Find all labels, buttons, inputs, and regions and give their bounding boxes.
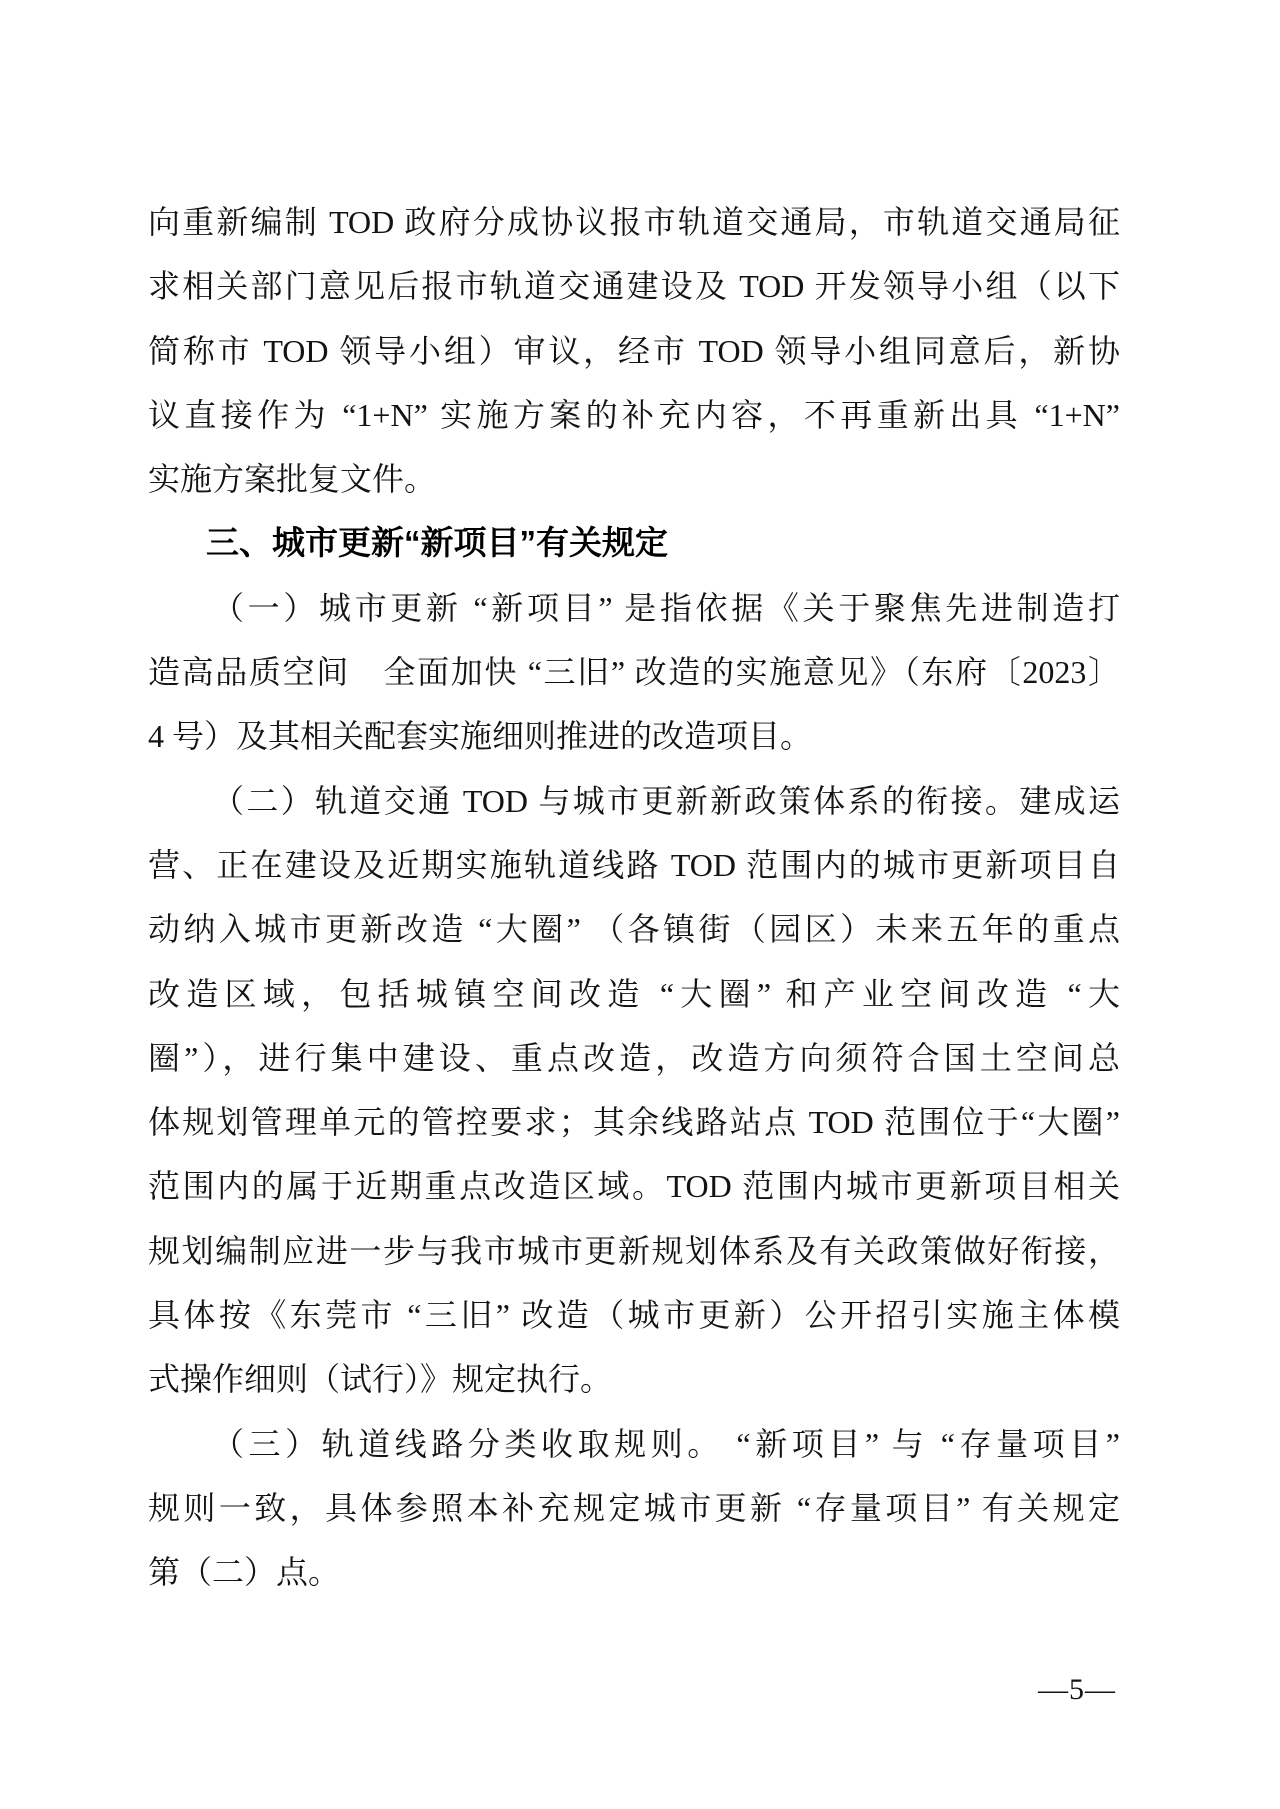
paragraph3-line4: 改造区域，包括城镇空间改造 “大圈” 和产业空间改造 “大 bbox=[148, 975, 1120, 1012]
paragraph3-line7: 范围内的属于近期重点改造区域。TOD 范围内城市更新项目相关 bbox=[148, 1168, 1120, 1205]
paragraph3-line5: 圈”），进行集中建设、重点改造，改造方向须符合国土空间总 bbox=[148, 1039, 1120, 1076]
paragraph1-line4: 议直接作为 “1+N” 实施方案的补充内容，不再重新出具 “1+N” bbox=[148, 396, 1120, 433]
paragraph2-line3: 4 号）及其相关配套实施细则推进的改造项目。 bbox=[148, 718, 813, 755]
paragraph1-line1: 向重新编制 TOD 政府分成协议报市轨道交通局，市轨道交通局征 bbox=[148, 204, 1120, 240]
paragraph3-line10: 式操作细则（试行）》规定执行。 bbox=[148, 1361, 613, 1398]
paragraph4-line3: 第（二）点。 bbox=[148, 1554, 341, 1591]
paragraph4-line2: 规则一致，具体参照本补充规定城市更新 “存量项目” 有关规定 bbox=[148, 1489, 1120, 1526]
page-number: —5— bbox=[1038, 1673, 1116, 1706]
paragraph1-line5: 实施方案批复文件。 bbox=[148, 461, 437, 498]
paragraph3-line9: 具体按《东莞市 “三旧” 改造（城市更新）公开招引实施主体模 bbox=[148, 1297, 1120, 1334]
section-heading: 三、城市更新“新项目”有关规定 bbox=[206, 524, 668, 562]
paragraph3-line3: 动纳入城市更新改造 “大圈” （各镇街（园区）未来五年的重点 bbox=[148, 911, 1120, 948]
paragraph3-line6: 体规划管理单元的管控要求；其余线路站点 TOD 范围位于“大圈” bbox=[148, 1104, 1120, 1141]
paragraph3-line8: 规划编制应进一步与我市城市更新规划体系及有关政策做好衔接， bbox=[148, 1232, 1120, 1269]
document-body bbox=[148, 190, 1120, 1605]
paragraph3-line1: （二）轨道交通 TOD 与城市更新新政策体系的衔接。建成运 bbox=[212, 782, 1120, 819]
paragraph3-line2: 营、正在建设及近期实施轨道线路 TOD 范围内的城市更新项目自 bbox=[148, 846, 1120, 883]
paragraph1-line3: 简称市 TOD 领导小组）审议，经市 TOD 领导小组同意后，新协 bbox=[148, 332, 1120, 369]
paragraph1-line2: 求相关部门意见后报市轨道交通建设及 TOD 开发领导小组（以下 bbox=[148, 268, 1120, 305]
paragraph2-line2: 造高品质空间 全面加快 “三旧” 改造的实施意见》（东府〔2023〕 bbox=[148, 654, 1120, 691]
paragraph4-line1: （三）轨道线路分类收取规则。 “新项目” 与 “存量项目” bbox=[212, 1425, 1120, 1462]
paragraph2-line1: （一）城市更新 “新项目” 是指依据《关于聚焦先进制造打 bbox=[212, 589, 1120, 626]
